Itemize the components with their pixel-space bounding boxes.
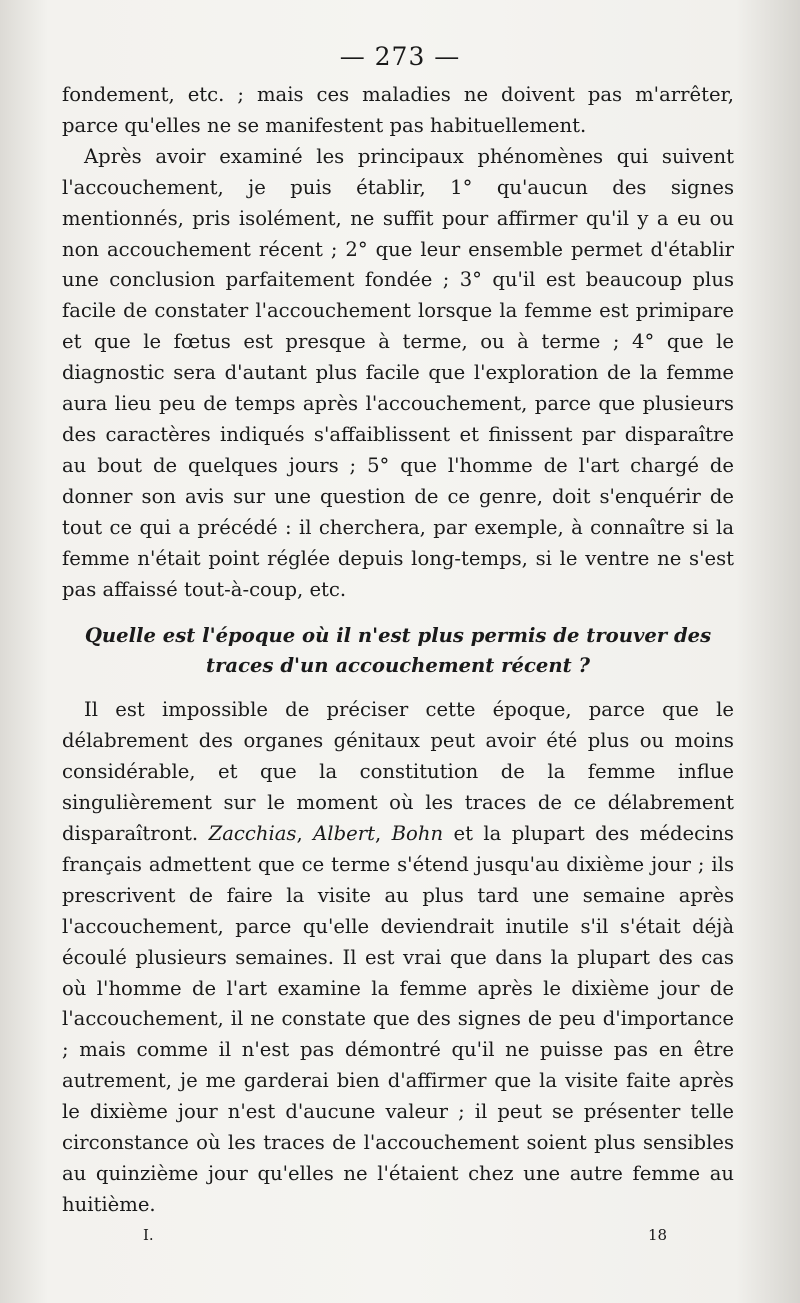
- author-albert: Albert: [313, 822, 375, 846]
- page-number: — 273 —: [339, 42, 461, 71]
- paragraph-continuation: fondement, etc. ; mais ces maladies ne doivent pas m'arrêter, parce qu'elles ne se manifestent pas habituellement.: [62, 83, 734, 137]
- body-text: [62, 80, 734, 1221]
- volume-signature: I.: [143, 1226, 154, 1244]
- paragraph-epoch-part-a: Il est impossible de préciser cette époque, parce que le délabrement des organes génitaux peut avoir été plus ou moins considérable, et que la constitution de la femme influe singulièrement sur le moment où les traces de ce délabrement disparaîtront.: [62, 698, 734, 846]
- author-zacchias: Zacchias: [208, 822, 297, 846]
- heading-line-2: traces d'un accouchement récent ?: [206, 654, 590, 678]
- paragraph-epoch: [62, 695, 734, 1220]
- separator-2: ,: [374, 822, 392, 846]
- paragraph-conclusions: Après avoir examiné les principaux phénomènes qui suivent l'accouchement, je puis établir, 1° qu'aucun des signes mentionnés, pris isolément, ne suffit pour affirmer qu'il y a eu ou non accouchement récent ; 2° que leur ensemble permet d'établir une conclusion parfaitement fondée ; 3° qu'il est beaucoup plus facile de constater l'accouchement lorsque la femme est primipare et que le fœtus est presque à terme, ou à terme ; 4° que le diagnostic sera d'autant plus facile que l'exploration de la femme aura lieu peu de temps après l'accouchement, parce que plusieurs des caractères indiqués s'affaiblissent et finissent par disparaître au bout de quelques jours ; 5° que l'homme de l'art chargé de donner son avis sur une question de ce genre, doit s'enquérir de tout ce qui a précédé : il cherchera, par exemple, à connaître si la femme n'était point réglée depuis long-temps, si le ventre ne s'est pas affaissé tout-à-coup, etc.: [62, 144, 734, 601]
- section-heading: [62, 621, 734, 681]
- paragraph-epoch-part-b: et la plupart des médecins français admettent que ce terme s'étend jusqu'au dixième jour ; ils prescrivent de faire la visite au plus tard une semaine après l'accouchement, parce qu'elle deviendrait inutile s'il s'était déjà écoulé plusieurs semaines. Il est vrai que dans la plupart des cas où l'homme de l'art examine la femme après le dixième jour de l'accouchement, il ne constate que des signes de peu d'importance ; mais comme il n'est pas démontré qu'il ne puisse pas en être autrement, je me garderai bien d'affirmer que la visite faite après le dixième jour n'est d'aucune valeur ; il peut se présenter telle circonstance où les traces de l'accouchement soient plus sensibles au quinzième jour qu'elles ne l'étaient chez une autre femme au huitième.: [62, 822, 734, 1216]
- heading-line-1: Quelle est l'époque où il n'est plus permis de trouver des: [84, 624, 712, 648]
- author-bohn: Bohn: [391, 822, 444, 846]
- sheet-signature: 18: [648, 1226, 668, 1244]
- separator-1: ,: [296, 822, 314, 846]
